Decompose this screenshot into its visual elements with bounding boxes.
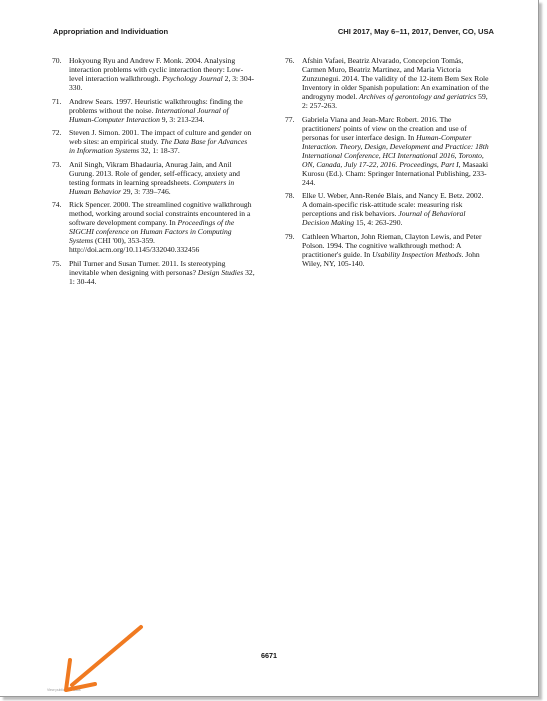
references-column-right xyxy=(285,56,489,272)
reference-text: Phil Turner and Susan Turner. 2011. Is stereotyping inevitable when designing with personas? xyxy=(69,258,226,277)
reference-entry xyxy=(285,115,489,187)
reference-venue: Archives of gerontology and geriatrics xyxy=(359,92,477,101)
reference-number: 70. xyxy=(52,56,62,65)
reference-venue: Journal of Behavioral Decision Making xyxy=(302,209,466,227)
header-section-title: Appropriation and Individuation xyxy=(53,27,169,36)
reference-text: Hokyoung Ryu and Andrew F. Monk. 2004. Analysing interaction problems with cyclic interaction theory: Low-level interaction walkthrough. xyxy=(69,56,244,83)
view-publication-stats-link[interactable]: View publication stats xyxy=(47,688,81,692)
reference-entry xyxy=(285,191,489,227)
reference-venue: Design Studies xyxy=(197,267,244,277)
reference-entry xyxy=(52,160,255,196)
reference-number: 79. xyxy=(285,231,295,241)
reference-entry xyxy=(52,128,255,155)
reference-text: (CHI '00), 353-359. http://doi.acm.org/10.1145/332040.332456 xyxy=(69,236,200,254)
reference-venue: International Journal of Human-Computer Interaction xyxy=(69,105,229,124)
reference-number: 72. xyxy=(52,128,62,137)
reference-entry xyxy=(52,97,255,124)
reference-entry xyxy=(52,259,255,286)
reference-text: 59, 2: 257-263. xyxy=(302,92,488,110)
reference-text: Steven J. Simon. 2001. The impact of culture and gender on web sites: an empirical study. xyxy=(69,128,252,146)
reference-entry xyxy=(285,232,489,268)
reference-number: 77. xyxy=(285,114,295,124)
reference-number: 74. xyxy=(52,200,62,209)
reference-text: Anil Singh, Vikram Bhadauria, Anurag Jain, and Anil Gurung. 2013. Role of gender, self-efficacy, anxiety and testing formats in learning spreadsheets. xyxy=(69,159,240,187)
header-conference: CHI 2017, May 6–11, 2017, Denver, CO, USA xyxy=(337,27,494,36)
reference-entry xyxy=(52,200,255,254)
reference-venue: Proceedings of the SIGCHI conference on Human Factors in Computing Systems xyxy=(69,218,235,245)
reference-text: Gabriela Viana and Jean-Marc Robert. 2016. The practitioners' points of view on the creation and use of personas for user interface design. In xyxy=(302,114,467,142)
reference-venue: Psychology Journal xyxy=(162,74,223,83)
reference-entry xyxy=(285,56,489,110)
reference-number: 73. xyxy=(52,159,62,169)
reference-text: , Masaaki Kurosu (Ed.). Cham: Springer International Publishing, 233-244. xyxy=(302,159,489,187)
reference-text: 15, 4: 263-290. xyxy=(354,218,403,227)
reference-text: 29, 3: 739–746. xyxy=(121,186,171,196)
reference-text: Rick Spencer. 2000. The streamlined cognitive walkthrough method, working around social constraints encountered in a software development company. In xyxy=(69,200,252,227)
reference-number: 78. xyxy=(285,191,295,200)
reference-number: 76. xyxy=(285,56,295,65)
reference-text: 32, 1: 30-44. xyxy=(69,267,255,286)
reference-venue: The Data Base for Advances in Information Systems xyxy=(69,137,248,155)
page-number: 6671 xyxy=(261,651,277,660)
reference-number: 71. xyxy=(52,96,62,106)
reference-text: Afshin Vafaei, Beatriz Alvarado, Concepcion Tomás, Carmen Muro, Beatriz Martinez, and Maria Victoria Zunzunegui. 2014. The validity of the 12-item Bem Sex Role Inventory in older Spanish population: An examination of the androgyny model. xyxy=(302,56,489,101)
reference-venue: Usability Inspection Methods xyxy=(372,249,462,259)
reference-text: 2, 3: 304-330. xyxy=(69,74,254,92)
reference-text: Elke U. Weber, Ann-Renée Blais, and Nancy E. Betz. 2002. A domain-specific risk-attitude scale: measuring risk perceptions and risk behaviors. xyxy=(302,191,484,218)
reference-text: . John Wiley, NY, 105-140. xyxy=(302,249,480,268)
reference-venue: Computers in Human Behavior xyxy=(69,177,235,196)
references-column-left xyxy=(52,56,255,290)
reference-number: 75. xyxy=(52,258,62,268)
reference-text: 32, 1: 18-37. xyxy=(139,146,180,155)
reference-entry xyxy=(52,56,255,92)
reference-text: Andrew Sears. 1997. Heuristic walkthroughs: finding the problems without the noise. xyxy=(69,96,243,115)
reference-venue: Human-Computer Interaction. Theory, Design, Development and Practice: 18th International Conference, HCI International 2016, Toronto, ON, Canada, July 17-22, 2016. Proceedings, Part I xyxy=(302,132,489,169)
reference-text: Cathleen Wharton, John Rieman, Clayton Lewis, and Peter Polson. 1994. The cognitive walkthrough method: A practitioner's guide. In xyxy=(302,231,482,259)
reference-text: 9, 3: 213-234. xyxy=(159,114,205,124)
